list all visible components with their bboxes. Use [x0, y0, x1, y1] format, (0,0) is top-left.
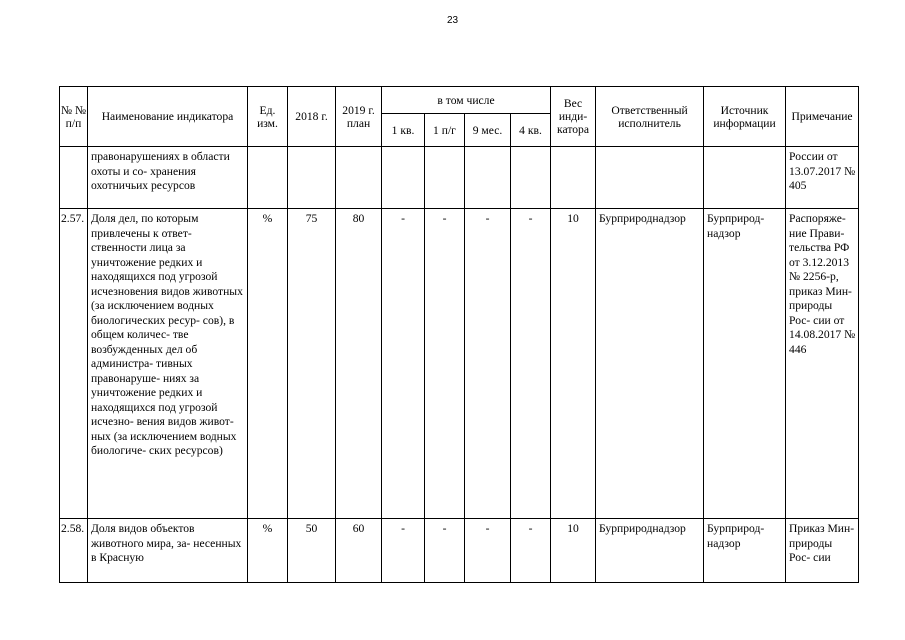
row-num: 2.58. [60, 519, 88, 583]
table-row [60, 147, 859, 209]
row-q1: - [382, 519, 425, 583]
row-q4: - [511, 209, 551, 519]
header-weight: Вес инди- катора [551, 87, 596, 147]
row-responsible: Бурприроднадзор [596, 209, 704, 519]
row-source: Бурприрод- надзор [704, 209, 786, 519]
header-source: Источник информации [704, 87, 786, 147]
header-2019-plan: 2019 г. план [336, 87, 382, 147]
header-num: № № п/п [60, 87, 88, 147]
row-h1: - [425, 209, 465, 519]
page-number: 23 [446, 15, 459, 26]
header-responsible: Ответственный исполнитель [596, 87, 704, 147]
row-unit: % [248, 209, 288, 519]
row-note: Приказ Мин- природы Рос- сии [786, 519, 859, 583]
row-name: Доля дел, по которым привлечены к ответ- ственности лица за уничтожение редких и находящихся под угрозой исчезновения видов животных (за исключением водных биологических ресур- сов), в общем количес- тве возбужденных дел об администра- тивных правонаруше- ниях за уничтожение редких и находящихся под угрозой исчезно- вения видов живот- ных (за исключением водных биологиче- ских ресурсов) [88, 209, 248, 519]
table-row [60, 209, 859, 519]
row-q1: - [382, 209, 425, 519]
row-weight: 10 [551, 519, 596, 583]
row-2018 [288, 147, 336, 209]
row-9m [465, 147, 511, 209]
row-9m: - [465, 209, 511, 519]
header-q4: 4 кв. [511, 114, 551, 147]
header-9-months: 9 мес. [465, 114, 511, 147]
row-q4 [511, 147, 551, 209]
header-h1: 1 п/г [425, 114, 465, 147]
row-weight [551, 147, 596, 209]
header-q1: 1 кв. [382, 114, 425, 147]
header-including: в том числе [382, 87, 551, 114]
row-q4: - [511, 519, 551, 583]
row-2019: 60 [336, 519, 382, 583]
header-row [60, 87, 859, 114]
row-2018: 50 [288, 519, 336, 583]
row-2018: 75 [288, 209, 336, 519]
row-note: России от 13.07.2017 № 405 [786, 147, 859, 209]
header-unit: Ед. изм. [248, 87, 288, 147]
row-h1: - [425, 519, 465, 583]
header-2018: 2018 г. [288, 87, 336, 147]
row-name: правонарушениях в области охоты и со- хранения охотничьих ресурсов [88, 147, 248, 209]
row-unit: % [248, 519, 288, 583]
row-name-text: Доля видов объектов животного мира, за- несенных в Красную [91, 522, 242, 564]
row-note: Распоряже- ние Прави- тельства РФ от 3.12.2013 № 2256-р, приказ Мин- природы Рос- сии от 14.08.2017 № 446 [786, 209, 859, 519]
row-weight: 10 [551, 209, 596, 519]
row-source: Бурприрод- надзор [704, 519, 786, 583]
row-source [704, 147, 786, 209]
table-row [60, 519, 859, 583]
row-num [60, 147, 88, 209]
row-9m: - [465, 519, 511, 583]
indicators-table [59, 86, 859, 583]
row-responsible [596, 147, 704, 209]
row-name [88, 519, 248, 583]
header-name: Наименование индикатора [88, 87, 248, 147]
row-2019 [336, 147, 382, 209]
row-unit [248, 147, 288, 209]
row-q1 [382, 147, 425, 209]
row-num: 2.57. [60, 209, 88, 519]
row-responsible: Бурприроднадзор [596, 519, 704, 583]
row-2019: 80 [336, 209, 382, 519]
row-h1 [425, 147, 465, 209]
header-note: Примечание [786, 87, 859, 147]
